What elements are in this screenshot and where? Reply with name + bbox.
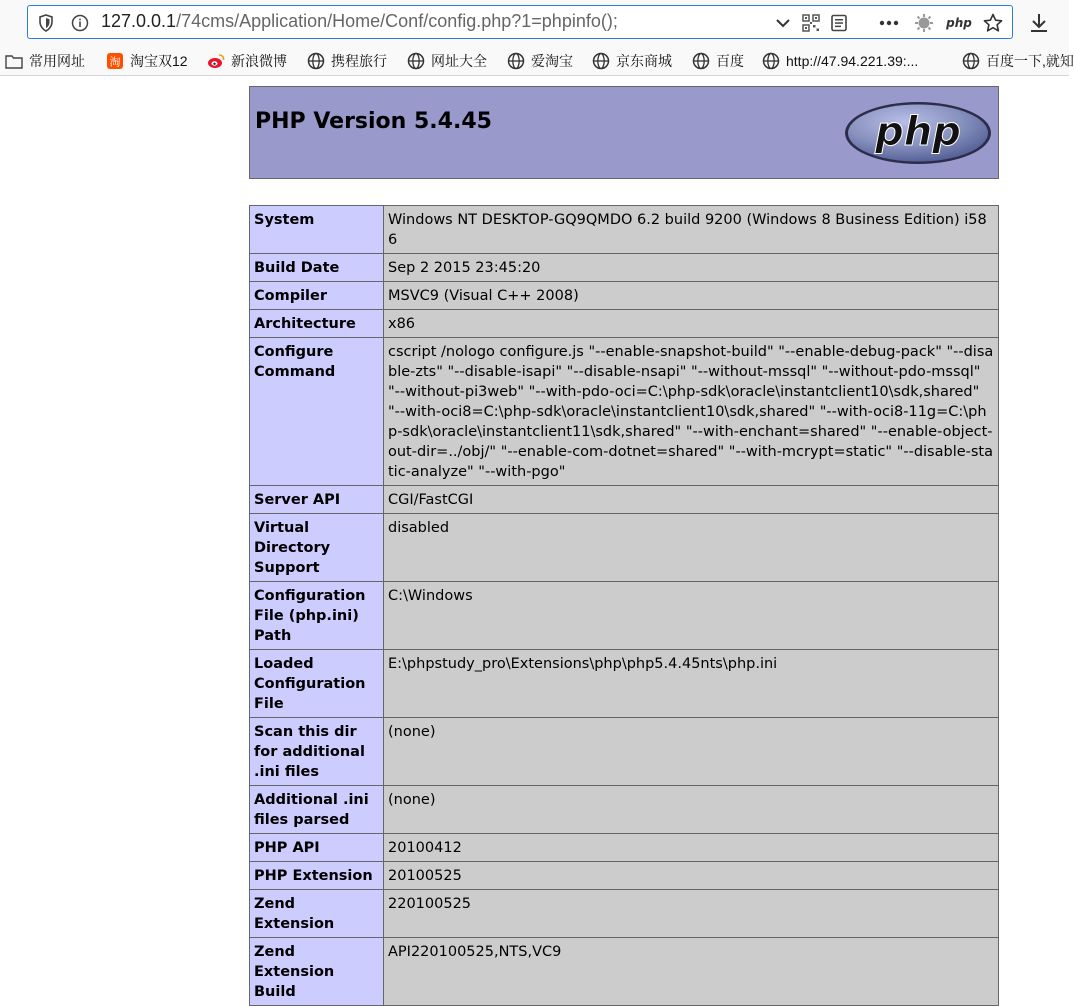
table-row bbox=[250, 834, 999, 862]
table-row bbox=[250, 338, 999, 486]
more-icon[interactable] bbox=[879, 13, 899, 33]
table-row bbox=[250, 718, 999, 786]
config-key: Loaded Configuration File bbox=[250, 650, 384, 718]
bookmark-label: http://47.94.221.39:... bbox=[786, 53, 919, 69]
bookmark-label: 爱淘宝 bbox=[531, 53, 573, 69]
config-key: Virtual Directory Support bbox=[250, 514, 384, 582]
folder-icon bbox=[5, 52, 23, 70]
config-value: E:\phpstudy_pro\Extensions\php\php5.4.45nts\php.ini bbox=[384, 650, 999, 718]
config-key: Additional .ini files parsed bbox=[250, 786, 384, 834]
bookmark-item[interactable] bbox=[692, 50, 744, 72]
table-row bbox=[250, 890, 999, 938]
table-row bbox=[250, 206, 999, 254]
config-value: cscript /nologo configure.js "--enable-snapshot-build" "--enable-debug-pack" "--disable-zts" "--disable-isapi" "--disable-nsapi" "--without-mssql" "--without-pdo-mssql" "--without-pi3web" "--with-pdo-oci=C:\php-sdk\oracle\instantclient10\sdk,shared" "--with-oci8=C:\php-sdk\oracle\instantclient10\sdk,shared" "--with-oci8-11g=C:\php-sdk\oracle\instantclient11\sdk,shared" "--with-enchant=shared" "--enable-object-out-dir=../obj/" "--enable-com-dotnet=shared" "--with-mcrypt=static" "--disable-static-analyze" "--with-pgo" bbox=[384, 338, 999, 486]
reader-view-icon[interactable] bbox=[829, 13, 849, 33]
table-row bbox=[250, 938, 999, 1006]
config-value: 20100525 bbox=[384, 862, 999, 890]
address-bar[interactable] bbox=[27, 5, 1013, 39]
php-logo[interactable] bbox=[843, 100, 993, 166]
globe-icon bbox=[407, 52, 425, 70]
table-row bbox=[250, 582, 999, 650]
bookmark-folder[interactable] bbox=[5, 50, 85, 72]
config-value: disabled bbox=[384, 514, 999, 582]
url-text[interactable] bbox=[101, 11, 618, 32]
config-value: 20100412 bbox=[384, 834, 999, 862]
chevron-down-icon[interactable] bbox=[773, 13, 793, 33]
table-row bbox=[250, 862, 999, 890]
config-key: Architecture bbox=[250, 310, 384, 338]
bookmark-label: 京东商城 bbox=[616, 53, 672, 69]
php-extension-label: php bbox=[946, 16, 972, 30]
config-value: API220100525,NTS,VC9 bbox=[384, 938, 999, 1006]
config-value: 220100525 bbox=[384, 890, 999, 938]
globe-icon bbox=[692, 52, 710, 70]
config-key: System bbox=[250, 206, 384, 254]
bookmark-label: 百度 bbox=[716, 53, 744, 69]
bookmark-item[interactable] bbox=[507, 50, 573, 72]
config-value: MSVC9 (Visual C++ 2008) bbox=[384, 282, 999, 310]
bookmark-item[interactable] bbox=[962, 50, 1074, 72]
bookmark-label: 携程旅行 bbox=[331, 53, 387, 69]
config-key: PHP API bbox=[250, 834, 384, 862]
bookmark-label: 常用网址 bbox=[29, 53, 85, 69]
extension-icon[interactable] bbox=[914, 13, 934, 33]
config-key: Zend Extension bbox=[250, 890, 384, 938]
php-version-header bbox=[249, 86, 999, 179]
star-icon[interactable] bbox=[983, 13, 1003, 33]
download-icon[interactable] bbox=[1026, 10, 1052, 36]
config-value: (none) bbox=[384, 718, 999, 786]
table-row bbox=[250, 650, 999, 718]
globe-icon bbox=[507, 52, 525, 70]
config-key: Build Date bbox=[250, 254, 384, 282]
globe-icon bbox=[962, 52, 980, 70]
bookmark-label: 淘宝双12 bbox=[130, 53, 188, 69]
globe-icon bbox=[307, 52, 325, 70]
bookmark-label: 新浪微博 bbox=[231, 53, 287, 69]
globe-icon bbox=[592, 52, 610, 70]
browser-toolbar bbox=[0, 0, 1069, 46]
table-row bbox=[250, 786, 999, 834]
table-row bbox=[250, 310, 999, 338]
bookmark-label: 网址大全 bbox=[431, 53, 487, 69]
bookmarks-bar bbox=[0, 46, 1074, 76]
bookmark-item[interactable] bbox=[592, 50, 672, 72]
config-value: Windows NT DESKTOP-GQ9QMDO 6.2 build 9200 (Windows 8 Business Edition) i586 bbox=[384, 206, 999, 254]
phpinfo-table bbox=[249, 205, 999, 1006]
bookmark-item[interactable] bbox=[207, 50, 287, 72]
weibo-icon bbox=[207, 52, 225, 70]
config-key: Compiler bbox=[250, 282, 384, 310]
config-value: (none) bbox=[384, 786, 999, 834]
qrcode-icon[interactable] bbox=[801, 13, 821, 33]
config-key: Configuration File (php.ini) Path bbox=[250, 582, 384, 650]
config-key: PHP Extension bbox=[250, 862, 384, 890]
taobao-icon bbox=[106, 52, 124, 70]
bookmark-item[interactable] bbox=[762, 50, 918, 72]
config-key: Scan this dir for additional .ini files bbox=[250, 718, 384, 786]
config-key: Server API bbox=[250, 486, 384, 514]
config-value: CGI/FastCGI bbox=[384, 486, 999, 514]
page-title: PHP Version 5.4.45 bbox=[255, 109, 492, 134]
php-logo-text: php bbox=[875, 109, 961, 155]
config-value: C:\Windows bbox=[384, 582, 999, 650]
config-value: Sep 2 2015 23:45:20 bbox=[384, 254, 999, 282]
bookmark-label: 百度一下,就知 bbox=[986, 53, 1074, 69]
table-row bbox=[250, 254, 999, 282]
info-icon[interactable] bbox=[70, 13, 90, 33]
bookmark-item[interactable] bbox=[407, 50, 487, 72]
table-row bbox=[250, 282, 999, 310]
config-key: Configure Command bbox=[250, 338, 384, 486]
table-row bbox=[250, 486, 999, 514]
page-content bbox=[0, 76, 1069, 1000]
url-path: /74cms/Application/Home/Conf/config.php?1=phpinfo(); bbox=[176, 11, 618, 31]
bookmark-item[interactable] bbox=[106, 50, 188, 72]
table-row bbox=[250, 514, 999, 582]
php-extension-icon[interactable] bbox=[946, 13, 972, 33]
config-key: Zend Extension Build bbox=[250, 938, 384, 1006]
globe-icon bbox=[762, 52, 780, 70]
url-host: 127.0.0.1 bbox=[101, 11, 177, 31]
shield-icon[interactable] bbox=[36, 13, 56, 33]
svg-text:淘: 淘 bbox=[109, 55, 121, 69]
bookmark-item[interactable] bbox=[307, 50, 387, 72]
config-value: x86 bbox=[384, 310, 999, 338]
